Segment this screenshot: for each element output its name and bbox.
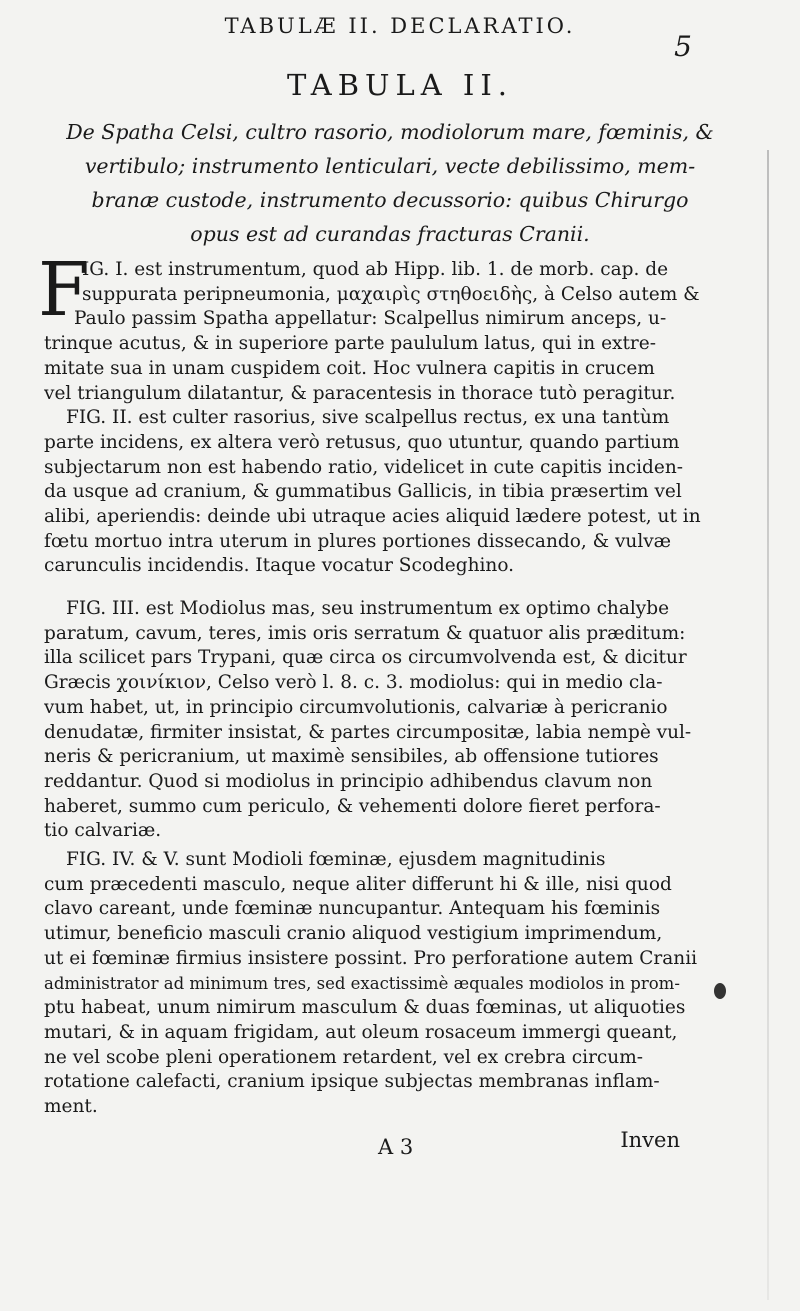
text-line: ptu habeat, unum nimirum masculum & duas fœminas, ut aliquoties: [44, 997, 686, 1019]
text-line: neris & pericranium, ut maximè sensibiles, ab offensione tutiores: [44, 746, 659, 768]
text-line: utimur, beneficio masculi cranio aliquod vestigium imprimendum,: [44, 923, 663, 945]
page-title: TABULA II.: [287, 68, 513, 102]
paragraph-fig-1-2: [44, 258, 768, 579]
text-line: paratum, cavum, teres, imis oris serratum & quatuor alis præditum:: [44, 622, 686, 644]
text-line: subjectarum non est habendo ratio, videlicet in cute capitis inciden-: [44, 456, 683, 478]
text-line: carunculis incidendis. Itaque vocatur Scodeghino.: [44, 555, 515, 577]
text-line: haberet, summo cum periculo, & vehementi dolore fieret perfora-: [44, 795, 661, 817]
text-line: rotatione calefacti, cranium ipsique subjectas membranas inflam-: [44, 1071, 660, 1093]
text-line: FIG. III. est Modiolus mas, seu instrumentum ex optimo chalybe: [66, 598, 670, 619]
running-head: TABULÆ II. DECLARATIO.: [224, 14, 576, 38]
text-line: mutari, & in aquam frigidam, aut oleum rosaceum immergi queant,: [44, 1021, 678, 1043]
subtitle-line: branæ custode, instrumento decussorio: quibus Chirurgo: [91, 188, 689, 212]
text-line: IG. I. est instrumentum, quod ab Hipp. lib. 1. de morb. cap. de: [82, 259, 669, 280]
page-number: 5: [674, 30, 692, 63]
paragraph-fig-3: [44, 597, 768, 844]
text-line: suppurata peripneumonia, μαχαιρὶς στηθοειδὴς, à Celso autem &: [82, 283, 700, 305]
text-line: ut ei fœminæ firmius insistere possint. Pro perforatione autem Cranii: [44, 947, 698, 969]
subtitle-line: vertibulo; instrumento lenticulari, vecte debilissimo, mem-: [84, 154, 696, 178]
text-line: alibi, aperiendis: deinde ubi utraque acies aliquid lædere potest, ut in: [44, 506, 701, 528]
text-line: fœtu mortuo intra uterum in plures portiones dissecando, & vulvæ: [44, 530, 672, 552]
ink-smudge: [714, 983, 726, 999]
text-line: FIG. IV. & V. sunt Modioli fœminæ, ejusdem magnitudinis: [66, 849, 606, 870]
catchword: Inven: [620, 1128, 680, 1152]
text-line: mitate sua in unam cuspidem coit. Hoc vulnera capitis in crucem: [44, 357, 655, 379]
signature-mark: A 3: [378, 1135, 414, 1159]
text-line: vel triangulum dilatantur, & paracentesis in thorace tutò peragitur.: [44, 382, 676, 404]
text-line: ment.: [44, 1096, 98, 1118]
text-line: trinque acutus, & in superiore parte paululum latus, qui in extre-: [44, 333, 656, 355]
text-line: Græcis χοινίκιον, Celso verò l. 8. c. 3. modiolus: qui in medio cla-: [44, 672, 663, 694]
text-line: vum habet, ut, in principio circumvolutionis, calvariæ à pericranio: [44, 696, 668, 718]
text-line: cum præcedenti masculo, neque aliter differunt hi & ille, nisi quod: [44, 873, 672, 895]
subtitle-line: De Spatha Celsi, cultro rasorio, modiolorum mare, fœminis, &: [66, 120, 714, 144]
paragraph-fig-4-5: [44, 848, 768, 1120]
drop-cap: F: [38, 247, 90, 333]
text-line: denudatæ, firmiter insistat, & partes circumpositæ, labia nempè vul-: [44, 721, 692, 743]
text-line: reddantur. Quod si modiolus in principio adhibendus clavum non: [44, 770, 653, 792]
text-line: FIG. II. est culter rasorius, sive scalpellus rectus, ex una tantùm: [66, 407, 670, 429]
subtitle: [40, 115, 740, 251]
text-line: administrator ad minimum tres, sed exactissimè æquales modiolos in prom-: [44, 973, 680, 993]
text-line: tio calvariæ.: [44, 820, 162, 842]
text-line: parte incidens, ex altera verò retusus, quo utuntur, quando partium: [44, 431, 680, 453]
text-line: da usque ad cranium, & gummatibus Gallicis, in tibia præsertim vel: [44, 481, 682, 503]
text-line: Paulo passim Spatha appellatur: Scalpellus nimirum anceps, u-: [74, 308, 667, 330]
text-line: ne vel scobe pleni operationem retardent, vel ex crebra circum-: [44, 1046, 644, 1068]
text-line: illa scilicet pars Trypani, quæ circa os circumvolvenda est, & dicitur: [44, 647, 687, 669]
text-line: clavo careant, unde fœminæ nuncupantur. Antequam his fœminis: [44, 898, 661, 920]
subtitle-line: opus est ad curandas fracturas Cranii.: [190, 222, 590, 246]
